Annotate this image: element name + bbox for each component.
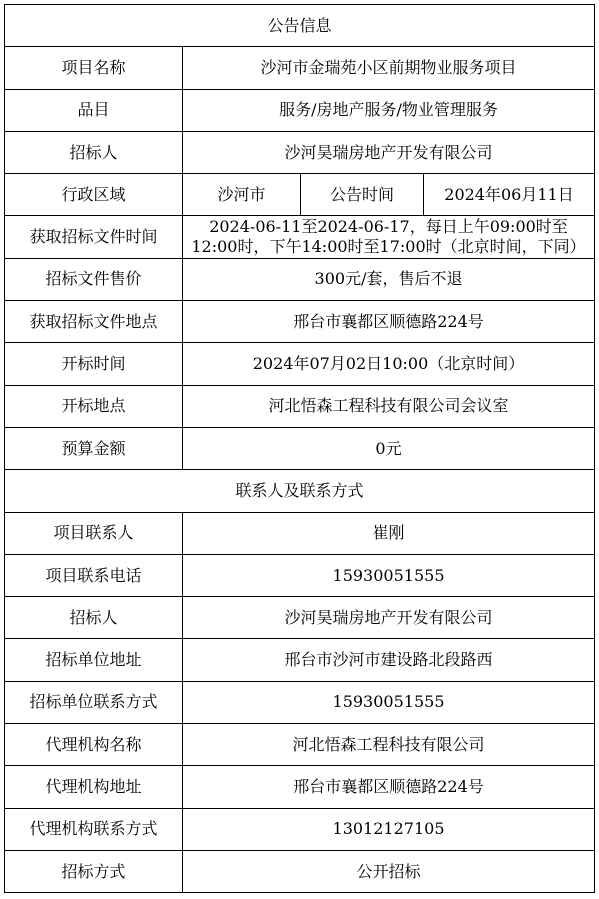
agency-name-value: 河北悟森工程科技有限公司 [183, 724, 595, 766]
table-row [5, 512, 595, 554]
row-label: 招标方式 [5, 850, 183, 892]
table-row [5, 850, 595, 892]
row-label: 开标时间 [5, 343, 183, 385]
table-row [5, 343, 595, 385]
tender-method-value: 公开招标 [183, 850, 595, 892]
project-phone-value: 15930051555 [183, 554, 595, 596]
tenderer-contact-value: 15930051555 [183, 681, 595, 723]
tenderer-address-value: 邢台市沙河市建设路北段路西 [183, 639, 595, 681]
doc-location-value: 邢台市襄都区顺德路224号 [183, 301, 595, 343]
row-label: 招标人 [5, 597, 183, 639]
row-label: 代理机构联系方式 [5, 808, 183, 850]
open-location-value: 河北悟森工程科技有限公司会议室 [183, 385, 595, 427]
table-row [5, 385, 595, 427]
announcement-section-title: 公告信息 [5, 5, 595, 47]
section-header-row [5, 470, 595, 512]
table-row [5, 258, 595, 300]
row-label: 行政区域 [5, 174, 183, 216]
table-row [5, 639, 595, 681]
table-row [5, 131, 595, 173]
announce-time-value: 2024年06月11日 [424, 174, 595, 216]
row-label: 招标人 [5, 131, 183, 173]
table-row [5, 47, 595, 89]
open-time-value: 2024年07月02日10:00（北京时间） [183, 343, 595, 385]
table-row [5, 808, 595, 850]
announcement-table [4, 4, 595, 893]
row-label: 项目联系人 [5, 512, 183, 554]
announce-time-label: 公告时间 [301, 174, 424, 216]
contact-tenderer-value: 沙河昊瑞房地产开发有限公司 [183, 597, 595, 639]
row-label: 招标文件售价 [5, 258, 183, 300]
section-header-row [5, 5, 595, 47]
row-label: 开标地点 [5, 385, 183, 427]
row-label: 获取招标文件地点 [5, 301, 183, 343]
table-row [5, 174, 595, 216]
budget-value: 0元 [183, 427, 595, 469]
table-row [5, 89, 595, 131]
row-label: 项目名称 [5, 47, 183, 89]
table-row [5, 216, 595, 258]
doc-price-value: 300元/套，售后不退 [183, 258, 595, 300]
row-label: 招标单位地址 [5, 639, 183, 681]
row-label: 项目联系电话 [5, 554, 183, 596]
contact-section-title: 联系人及联系方式 [5, 470, 595, 512]
table-row [5, 554, 595, 596]
category-value: 服务/房地产服务/物业管理服务 [183, 89, 595, 131]
project-contact-value: 崔刚 [183, 512, 595, 554]
table-row [5, 597, 595, 639]
project-name-value: 沙河市金瑞苑小区前期物业服务项目 [183, 47, 595, 89]
table-row [5, 681, 595, 723]
agency-address-value: 邢台市襄都区顺德路224号 [183, 766, 595, 808]
tenderer-value: 沙河昊瑞房地产开发有限公司 [183, 131, 595, 173]
row-label: 预算金额 [5, 427, 183, 469]
table-row [5, 301, 595, 343]
doc-obtain-time-value: 2024-06-11至2024-06-17，每日上午09:00时至12:00时，下午14:00时至17:00时（北京时间，下同） [183, 216, 595, 258]
table-row [5, 427, 595, 469]
row-label: 招标单位联系方式 [5, 681, 183, 723]
row-label: 代理机构地址 [5, 766, 183, 808]
row-label: 获取招标文件时间 [5, 216, 183, 258]
agency-contact-value: 13012127105 [183, 808, 595, 850]
region-value: 沙河市 [183, 174, 301, 216]
table-row [5, 724, 595, 766]
row-label: 品目 [5, 89, 183, 131]
table-row [5, 766, 595, 808]
row-label: 代理机构名称 [5, 724, 183, 766]
